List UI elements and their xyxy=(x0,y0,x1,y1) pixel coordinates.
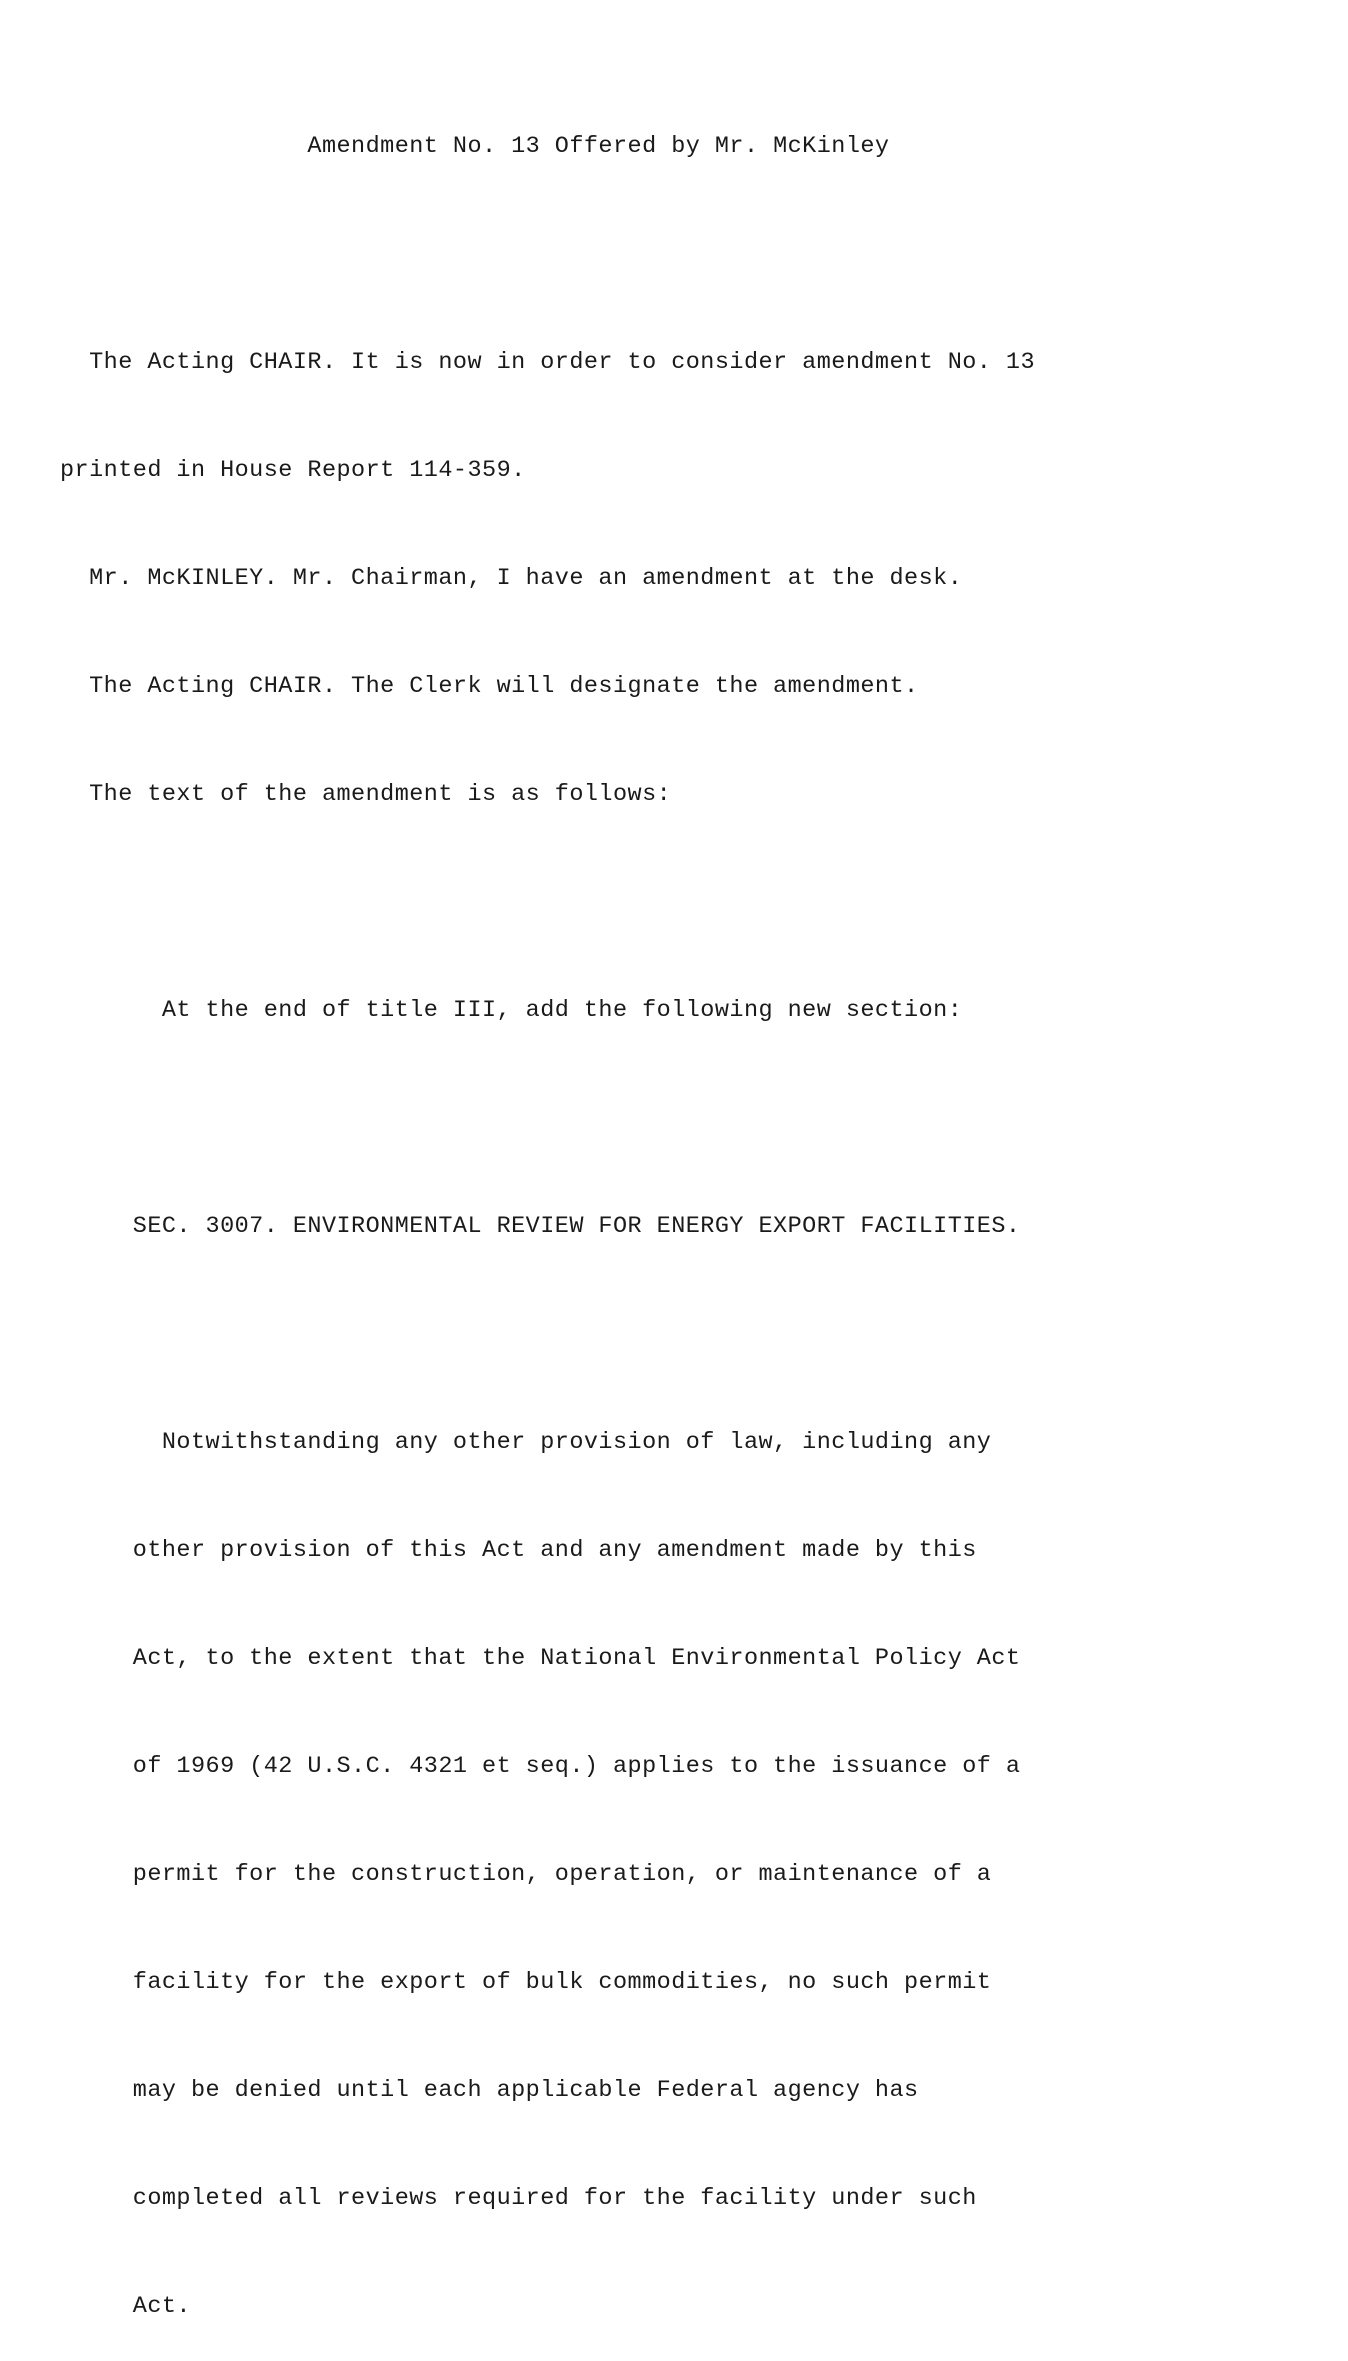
blank-line xyxy=(60,885,1035,921)
dialogue-line: The Acting CHAIR. It is now in order to consider amendment No. 13 xyxy=(60,349,1036,376)
section-body-line: permit for the construction, operation, or maintenance of a xyxy=(60,1861,992,1888)
dialogue-line: Mr. McKINLEY. Mr. Chairman, I have an amendment at the desk. xyxy=(60,565,963,592)
document-body xyxy=(60,57,1035,2361)
blank-line xyxy=(60,1317,1035,1353)
section-body-line: Notwithstanding any other provision of law, including any xyxy=(60,1429,992,1456)
dialogue-line: printed in House Report 114-359. xyxy=(60,457,526,484)
dialogue-line: The Acting CHAIR. The Clerk will designate the amendment. xyxy=(60,673,919,700)
dialogue-line: The text of the amendment is as follows: xyxy=(60,781,672,808)
blank-line xyxy=(60,1101,1035,1137)
section-body-line: facility for the export of bulk commodities, no such permit xyxy=(60,1969,992,1996)
blank-line xyxy=(60,237,1035,273)
section-body-line: Act. xyxy=(60,2293,191,2320)
section-body-line: Act, to the extent that the National Environmental Policy Act xyxy=(60,1645,1021,1672)
section-body-line: of 1969 (42 U.S.C. 4321 et seq.) applies to the issuance of a xyxy=(60,1753,1021,1780)
heading-indent xyxy=(60,133,307,160)
amendment-heading: Amendment No. 13 Offered by Mr. McKinley xyxy=(60,129,1035,165)
section-body-line: may be denied until each applicable Federal agency has xyxy=(60,2077,919,2104)
amendment-instruction: At the end of title III, add the following new section: xyxy=(60,997,963,1024)
section-body-line: other provision of this Act and any amendment made by this xyxy=(60,1537,977,1564)
section-title: SEC. 3007. ENVIRONMENTAL REVIEW FOR ENERGY EXPORT FACILITIES. xyxy=(60,1213,1021,1240)
section-body-line: completed all reviews required for the facility under such xyxy=(60,2185,977,2212)
